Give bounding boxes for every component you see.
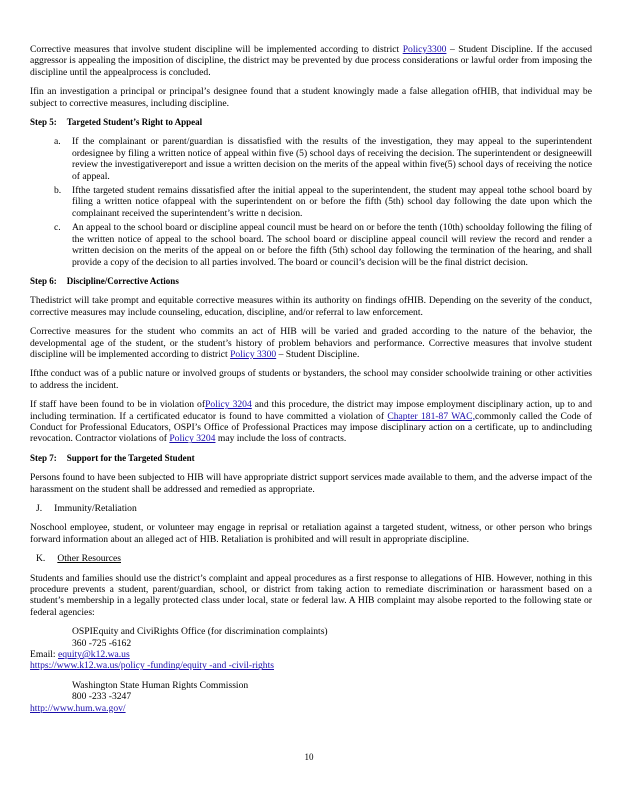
- agency-hrc: [30, 680, 592, 703]
- section-k-heading: [36, 553, 592, 564]
- text: Corrective measures for the student who commits an act of HIB will be varied and graded according to the nature of the behavior, the developmental age of the student, or the student’s history of problem behaviors and performance. Corrective measures that involve student discipline will be implemented according to district: [30, 326, 592, 360]
- text: – Student Discipline.: [276, 348, 360, 360]
- paragraph-discipline-policy: [30, 44, 592, 78]
- policy-3204-link[interactable]: Policy 3204: [205, 399, 252, 411]
- step-6-heading: [30, 276, 592, 287]
- step-title: Discipline/Corrective Actions: [66, 275, 179, 286]
- paragraph-support: Persons found to have been subjected to HIB will have appropriate district support services made available to them, and the adverse impact of the harassment on the student shall be addressed and remedied as appropriate.: [30, 472, 592, 495]
- section-j-heading: [36, 503, 592, 514]
- email-link[interactable]: equity@k12.wa.us: [57, 649, 130, 661]
- email-line: [30, 649, 592, 660]
- ospi-url-link[interactable]: https://www.k12.wa.us/policy -funding/equity -and -civil-rights: [30, 660, 274, 672]
- paragraph-false-allegation: Ifin an investigation a principal or principal’s designee found that a student knowingly made a false allegation ofHIB, that individual may be subject to corrective measures, including discipline.: [30, 86, 592, 109]
- agency-name: OSPIEquity and CiviRights Office (for discrimination complaints): [72, 626, 328, 638]
- list-item: [30, 185, 592, 219]
- step-title: Targeted Student’s Right to Appeal: [66, 117, 203, 128]
- section-marker: K.: [36, 553, 46, 565]
- url-line: [30, 703, 592, 714]
- list-item-text: An appeal to the school board or discipline appeal council must be heard on or before the tenth (10th) schoolday following the filing of the written notice of appeal to the school board. The school board or discipline appeal council will review the record and render a written decision on the merits of the appeal on or before the fifth (5th) school day following the termination of the hearing, and shall provide a copy of the decision to all parties involved. The board or council’s decision will be the final district decision.: [72, 222, 592, 268]
- policy-3204-link-2[interactable]: Policy 3204: [169, 433, 216, 445]
- text: commonly called the Code of Conduct for Professional Educators, OSPI’s Office of Professional Practices may impose disciplinary action on a certificate, up to andincluding revocation. Contractor violations of: [30, 410, 593, 445]
- agency-name: Washington State Human Rights Commission: [72, 679, 249, 691]
- step-7-heading: [30, 453, 592, 464]
- paragraph-graded-measures: [30, 326, 592, 360]
- paragraph-public-conduct: Ifthe conduct was of a public nature or involved groups of students or bystanders, the school may consider schoolwide training or other activities to address the incident.: [30, 368, 592, 391]
- section-title: Other Resources: [57, 553, 121, 565]
- chapter-181-87-wac-link[interactable]: Chapter 181-87 WAC,: [387, 410, 475, 422]
- text: may include the loss of contracts.: [215, 433, 347, 445]
- paragraph-retaliation: Noschool employee, student, or volunteer may engage in reprisal or retaliation against a targeted student, witness, or other person who brings forward information about an alleged act of HIB. Retaliation is prohibited and will result in appropriate discipline.: [30, 522, 592, 545]
- hum-url-link[interactable]: http://www.hum.wa.gov/: [30, 702, 126, 714]
- appeal-list: [30, 136, 592, 267]
- text: Corrective measures that involve student discipline will be implemented according to district: [30, 44, 403, 55]
- url-line: [30, 660, 592, 671]
- policy-3300-link-2[interactable]: Policy 3300: [230, 348, 277, 360]
- step-number: Step 7:: [30, 452, 57, 463]
- section-title: Immunity/Retaliation: [54, 503, 137, 514]
- email-label: Email:: [30, 649, 58, 661]
- list-item: [30, 222, 592, 268]
- list-item-text: If the complainant or parent/guardian is dissatisfied with the results of the investigation, they may appeal to the superintendent ordesignee by filing a written notice of appeal within five (5) school days of receiving the decision. The superintendent or designeewill review the investigativereport and issue a written decision on the merits of the appeal within five(5) school days of receiving the notice of appeal.: [72, 136, 592, 182]
- agency-ospi: [30, 626, 592, 649]
- text: – Student Discipline. If the accused aggressor is appealing the imposition of discipline, the district may be prevented by due process considerations or lawful order from imposing the discipline until the appealprocess is concluded.: [30, 44, 593, 78]
- paragraph-staff-violation: [30, 399, 592, 445]
- list-item: [30, 136, 592, 182]
- list-marker: c.: [54, 222, 61, 234]
- agency-phone: 800 -233 -3247: [72, 691, 132, 703]
- document-page: [30, 44, 592, 714]
- step-number: Step 5:: [30, 117, 57, 128]
- page-number: 10: [304, 752, 314, 762]
- agency-phone: 360 -725 -6162: [72, 637, 132, 649]
- section-marker: J.: [36, 503, 43, 514]
- paragraph-corrective-measures: Thedistrict will take prompt and equitable corrective measures within its authority on findings ofHIB. Depending on the severity of the conduct, corrective measures may include counseling, education, discipline, and/or referral to law enforcement.: [30, 295, 592, 318]
- text: and this procedure, the district may impose employment disciplinary action, up to and including termination. If a certificated educator is found to have committed a violation of: [30, 399, 592, 422]
- list-marker: b.: [54, 185, 62, 197]
- list-item-text: Ifthe targeted student remains dissatisfied after the initial appeal to the superintendent, the student may appeal tothe school board by filing a written notice ofappeal with the superintendent on or before the fifth (5th) school day following the date upon which the complainant received the superintendent’s writte n decision.: [72, 185, 592, 219]
- step-5-heading: [30, 117, 592, 128]
- step-title: Support for the Targeted Student: [66, 452, 195, 463]
- paragraph-other-resources: Students and families should use the district’s complaint and appeal procedures as a first response to allegations of HIB. However, nothing in this procedure prevents a student, parent/guardian, school, or district from taking action to remediate discrimination or harassment based on a student’s membership in a legally protected class under local, state or federal law. A HIB complaint may alsobe reported to the following state or federal agencies:: [30, 572, 592, 618]
- policy-3300-link[interactable]: Policy3300: [402, 44, 447, 55]
- list-marker: a.: [54, 136, 61, 148]
- text: If staff have been found to be in violation of: [30, 399, 206, 411]
- step-number: Step 6:: [30, 275, 57, 286]
